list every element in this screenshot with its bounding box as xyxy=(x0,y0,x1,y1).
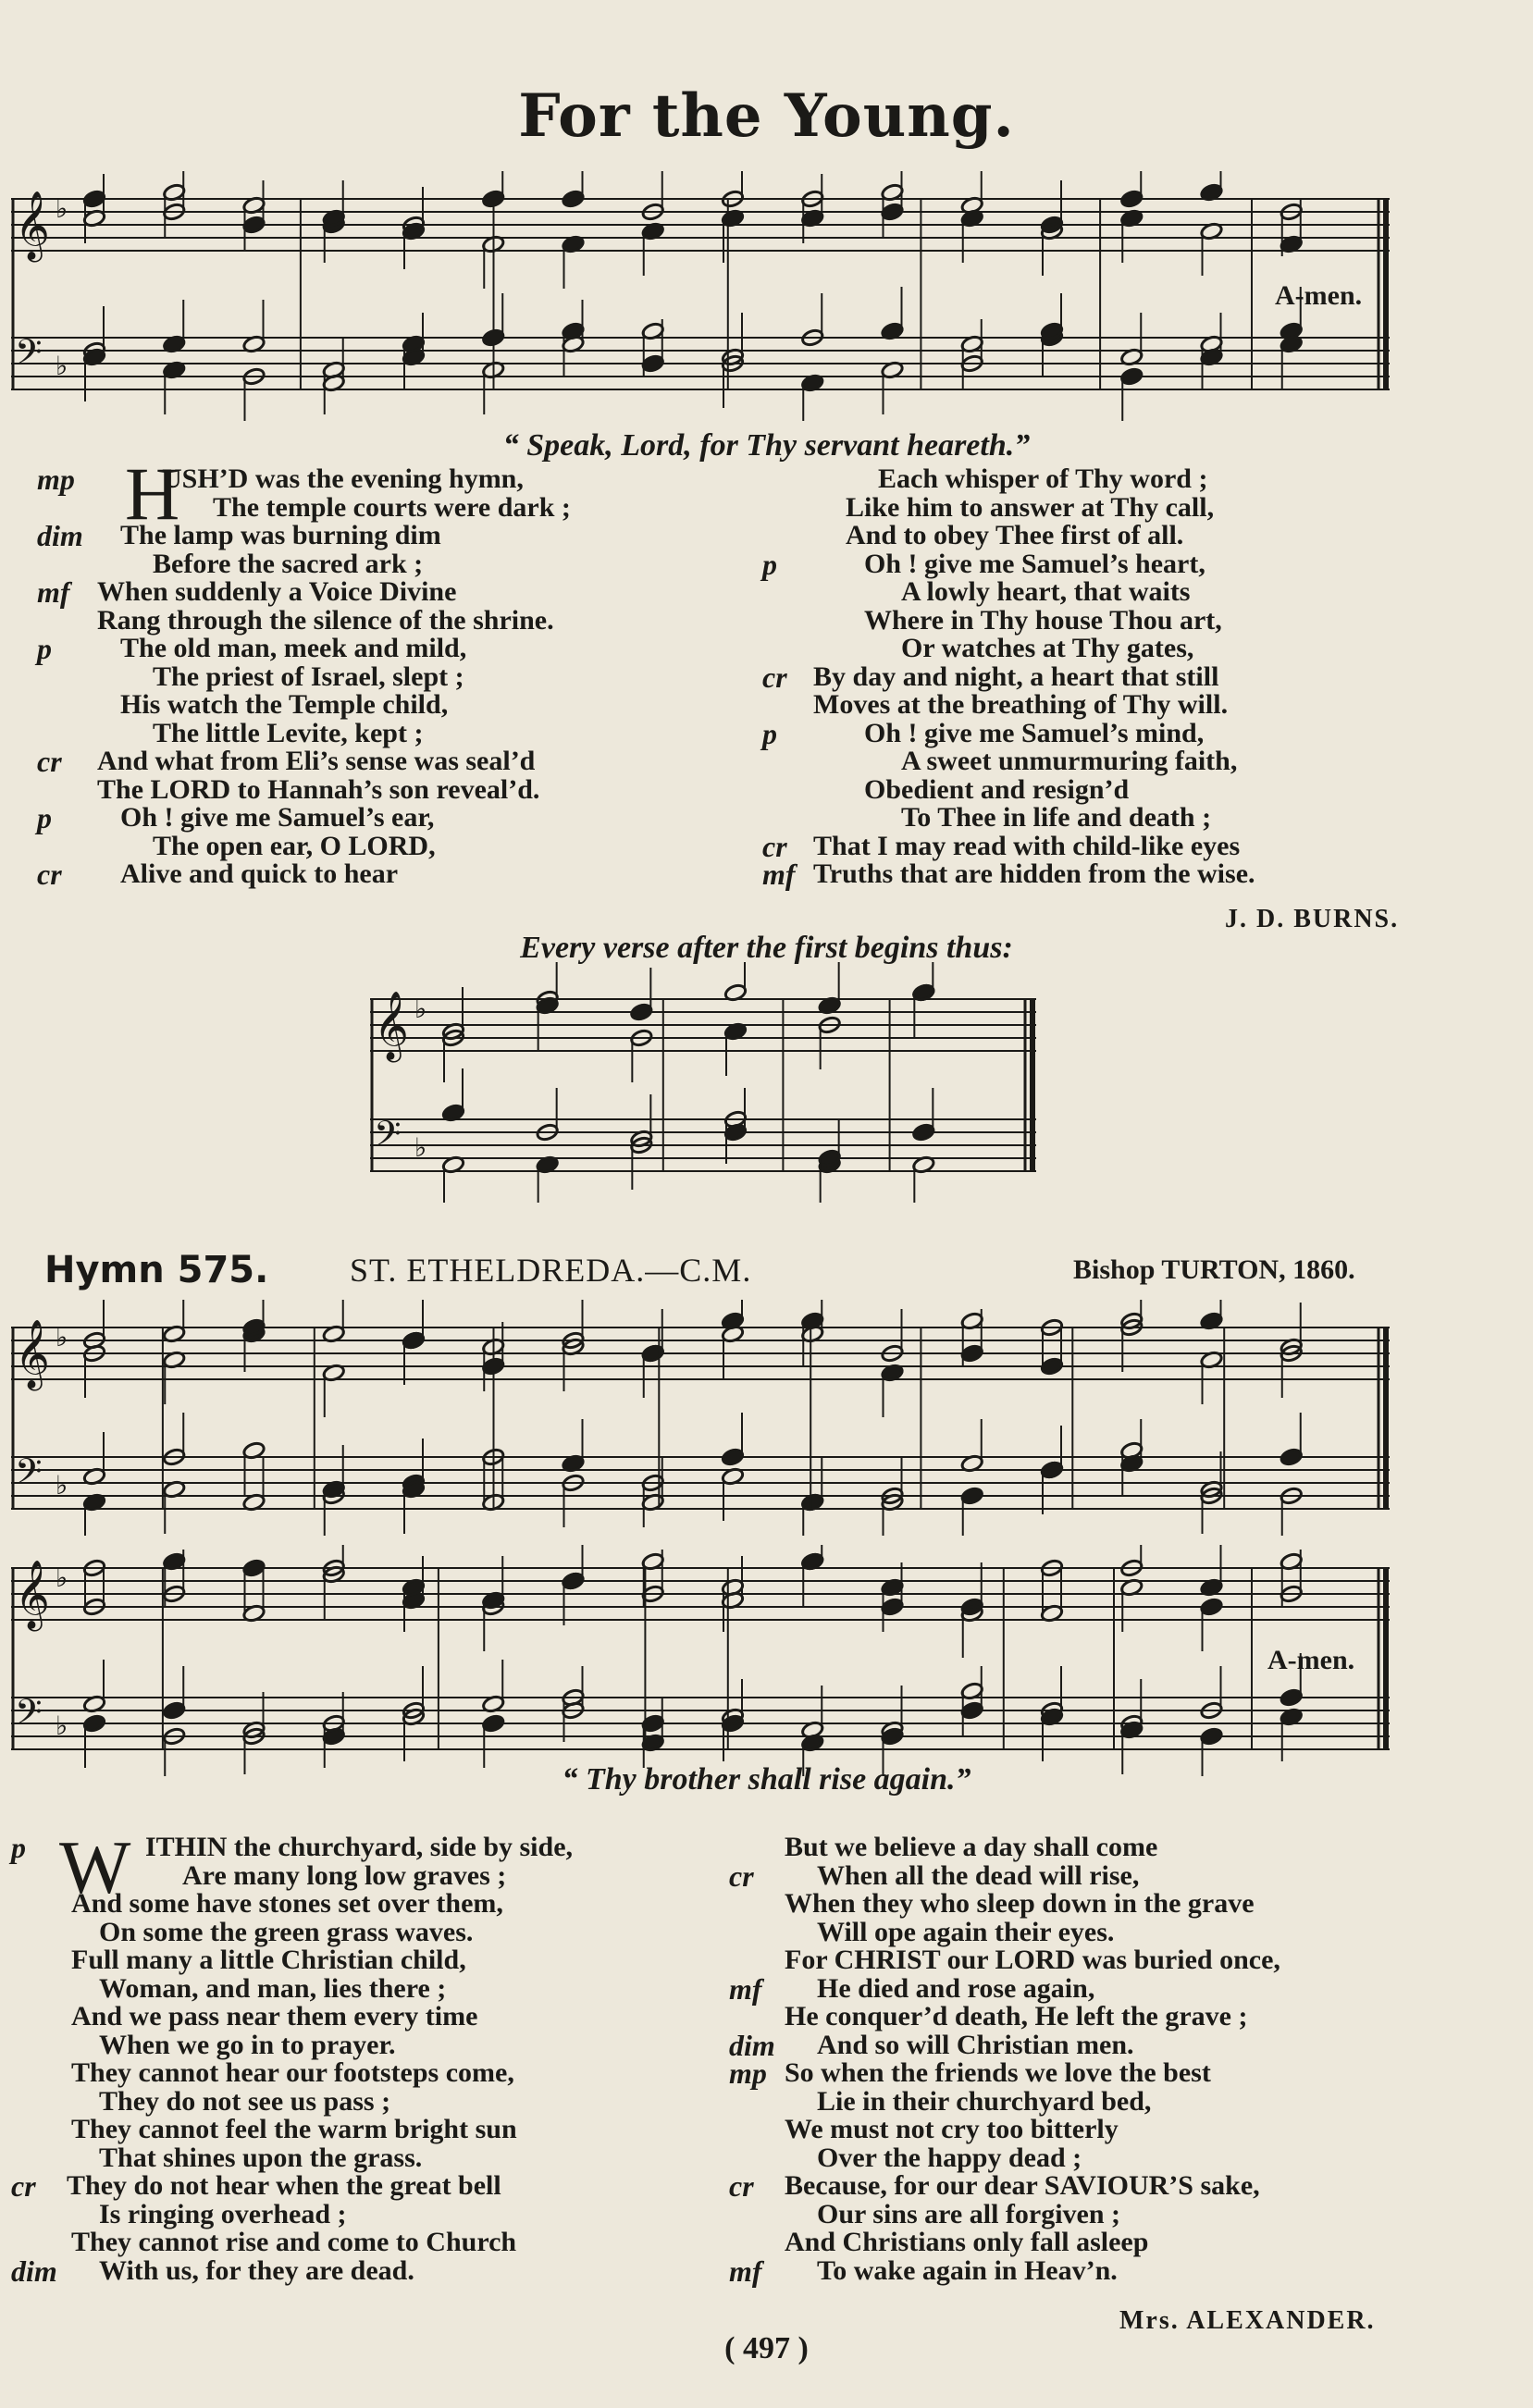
dynamic-marking: cr xyxy=(762,660,787,694)
verse-text: When they who sleep down in the grave xyxy=(785,1888,1255,1919)
verse-line xyxy=(37,632,759,665)
verse-text: They cannot hear our footsteps come, xyxy=(71,2057,514,2088)
verse-text: Truths that are hidden from the wise. xyxy=(813,858,1255,889)
dynamic-marking: mp xyxy=(37,463,75,496)
verse-text: The priest of Israel, slept ; xyxy=(153,661,464,692)
verse-text: We must not cry too bitterly xyxy=(785,2114,1119,2144)
dynamic-marking: dim xyxy=(11,2254,57,2288)
verse-line xyxy=(729,2169,1506,2203)
verse-text: Before the sacred ark ; xyxy=(153,548,424,579)
bass-clef-icon: 𝄢 xyxy=(15,1691,43,1741)
hymn-number: Hymn 575. xyxy=(44,1249,269,1291)
verse-line xyxy=(762,773,1502,805)
verse-line xyxy=(37,519,759,552)
verse-line xyxy=(729,1834,1506,1862)
verse-line xyxy=(37,604,759,636)
music-score-hymn-b-1 xyxy=(11,1300,1399,1536)
bass-clef-icon: 𝄢 xyxy=(15,331,43,381)
music-score-verse-start xyxy=(370,962,1045,1203)
verse-text: Oh ! give me Samuel’s heart, xyxy=(864,548,1205,579)
verse-line xyxy=(37,801,759,834)
hymn-a-text-left xyxy=(37,451,759,891)
verse-line xyxy=(762,522,1502,550)
hymn-b-text-left xyxy=(11,1825,751,2288)
verse-line xyxy=(762,660,1502,694)
amen-label-a: A-men. xyxy=(1275,280,1363,311)
verse-line xyxy=(729,2198,1506,2229)
amen-label-b: A-men. xyxy=(1267,1645,1355,1675)
verse-text: Are many long low graves ; xyxy=(182,1859,507,1891)
svg-text:♭: ♭ xyxy=(56,351,68,381)
verse-text: To Thee in life and death ; xyxy=(901,802,1212,833)
verse-text: The little Levite, kept ; xyxy=(153,717,424,748)
dynamic-marking: mf xyxy=(762,858,796,891)
dynamic-marking: mf xyxy=(37,575,70,609)
composer: Bishop TURTON, 1860. xyxy=(1073,1254,1355,1285)
verse-line xyxy=(762,860,1502,889)
hymn-a-text-right xyxy=(762,465,1502,889)
verse-text: When suddenly a Voice Divine xyxy=(97,576,457,607)
verse-text: Over the happy dead ; xyxy=(817,2142,1082,2173)
verse-text: Each whisper of Thy word ; xyxy=(878,463,1208,494)
treble-clef-icon: 𝄞 xyxy=(15,1320,50,1389)
treble-clef-icon: 𝄞 xyxy=(15,1561,50,1629)
dynamic-marking: cr xyxy=(729,2169,754,2203)
verse-text: ITHIN the churchyard, side by side, xyxy=(145,1832,574,1862)
verse-text: They cannot rise and come to Church xyxy=(71,2227,517,2257)
verse-text: The old man, meek and mild, xyxy=(120,633,467,663)
drop-cap-h: H xyxy=(125,451,180,536)
dynamic-marking: p xyxy=(11,1831,26,1864)
verse-text: That shines upon the grass. xyxy=(99,2142,423,2173)
verse-line xyxy=(37,663,759,692)
verse-line xyxy=(37,830,759,861)
tune-name: ST. ETHELDREDA.—C.M. xyxy=(350,1252,752,1289)
verse-text: They do not see us pass ; xyxy=(99,2085,391,2117)
verse-text: USH’D was the evening hymn, xyxy=(162,463,524,494)
verse-line xyxy=(11,2144,751,2173)
verse-text: Full many a little Christian child, xyxy=(71,1945,466,1975)
verse-text: When we go in to prayer. xyxy=(99,2029,396,2060)
verse-text: They cannot feel the warm bright sun xyxy=(71,2114,517,2144)
verse-line xyxy=(11,2254,751,2288)
verse-line xyxy=(762,491,1502,523)
drop-cap-w: W xyxy=(59,1825,131,1909)
verse-text: Obedient and resign’d xyxy=(864,773,1130,805)
verse-text: Because, for our dear SAVIOUR’S sake, xyxy=(785,2170,1260,2201)
dynamic-marking: p xyxy=(37,632,52,665)
verse-line xyxy=(729,2116,1506,2144)
verse-text: And some have stones set over them, xyxy=(71,1888,503,1919)
hymn-a-caption: “ Speak, Lord, for Thy servant heareth.” xyxy=(502,428,1031,463)
verse-text: But we believe a day shall come xyxy=(785,1832,1158,1862)
verse-text: By day and night, a heart that still xyxy=(813,661,1219,692)
verse-line xyxy=(11,2085,751,2117)
hymn-b-author: Mrs. ALEXANDER. xyxy=(1119,2306,1376,2335)
verse-line xyxy=(11,2169,751,2203)
verse-line xyxy=(37,747,759,776)
verse-line xyxy=(11,1831,751,1864)
verse-text: And what from Eli’s sense was seal’d xyxy=(97,746,536,776)
verse-line xyxy=(11,2031,751,2060)
verse-text: That I may read with child-like eyes xyxy=(813,830,1241,861)
dynamic-marking: p xyxy=(762,716,777,750)
verse-line xyxy=(11,2116,751,2144)
dynamic-marking: mp xyxy=(729,2056,767,2090)
dynamic-marking: p xyxy=(762,547,777,581)
dynamic-marking: cr xyxy=(37,858,62,891)
verse-line xyxy=(37,491,759,523)
svg-text:♭: ♭ xyxy=(414,1132,427,1163)
hymn-a-author: J. D. BURNS. xyxy=(1225,905,1400,933)
verse-line xyxy=(37,691,759,720)
verse-text: Rang through the silence of the shrine. xyxy=(97,604,554,636)
verse-line xyxy=(37,575,759,609)
dynamic-marking: cr xyxy=(762,829,787,863)
verse-line xyxy=(729,2028,1506,2062)
verse-line xyxy=(37,773,759,805)
verse-line xyxy=(762,635,1502,663)
verse-text: When all the dead will rise, xyxy=(817,1859,1140,1891)
treble-clef-icon: 𝄞 xyxy=(374,992,409,1060)
verse-line xyxy=(729,1890,1506,1919)
verse-line xyxy=(762,547,1502,581)
verse-line xyxy=(729,2003,1506,2031)
verse-line xyxy=(37,860,759,889)
page-number: ( 497 ) xyxy=(724,2331,809,2365)
verse-text: His watch the Temple child, xyxy=(120,689,449,720)
verse-text: The lamp was burning dim xyxy=(120,520,441,550)
verse-line xyxy=(11,2003,751,2031)
svg-text:♭: ♭ xyxy=(56,1470,68,1500)
dynamic-marking: dim xyxy=(729,2028,775,2062)
verse-text: Where in Thy house Thou art, xyxy=(864,604,1222,636)
verse-line xyxy=(37,550,759,579)
verse-line xyxy=(729,2085,1506,2117)
verse-line xyxy=(762,465,1502,494)
dynamic-marking: dim xyxy=(37,519,83,552)
verse-text: Oh ! give me Samuel’s ear, xyxy=(120,802,435,833)
verse-text: Lie in their churchyard bed, xyxy=(817,2085,1152,2117)
verse-text: So when the friends we love the best xyxy=(785,2057,1211,2088)
music-score-hymn-b-2 xyxy=(11,1545,1399,1776)
treble-clef-icon: 𝄞 xyxy=(15,191,50,260)
page-title: For the Young. xyxy=(518,81,1015,151)
verse-text: He conquer’d death, He left the grave ; xyxy=(785,2001,1248,2031)
verse-line xyxy=(762,578,1502,607)
verse-line xyxy=(11,2198,751,2229)
dynamic-marking: mf xyxy=(729,1971,762,2006)
verse-text: Like him to answer at Thy call, xyxy=(846,491,1215,523)
verse-line xyxy=(729,1916,1506,1947)
verse-line xyxy=(762,804,1502,833)
verse-text: And so will Christian men. xyxy=(817,2029,1134,2060)
verse-line xyxy=(11,2059,751,2088)
verse-line xyxy=(729,2254,1506,2288)
verse-line xyxy=(37,717,759,748)
verse-text: And Christians only fall asleep xyxy=(785,2227,1149,2257)
verse-text: A sweet unmurmuring faith, xyxy=(901,746,1238,776)
dynamic-marking: p xyxy=(37,801,52,834)
verse-text: Moves at the breathing of Thy will. xyxy=(813,689,1229,720)
dynamic-marking: cr xyxy=(729,1858,754,1893)
verse-text: Alive and quick to hear xyxy=(120,858,399,889)
dynamic-marking: mf xyxy=(729,2254,762,2288)
verse-line xyxy=(11,2229,751,2257)
verse-text: And we pass near them every time xyxy=(71,2001,478,2031)
svg-text:♭: ♭ xyxy=(56,1710,68,1741)
verse-line xyxy=(762,604,1502,636)
verse-line xyxy=(729,1858,1506,1893)
svg-text:♭: ♭ xyxy=(56,1562,68,1593)
verse-line xyxy=(729,2056,1506,2090)
bass-clef-icon: 𝄢 xyxy=(374,1113,402,1163)
dynamic-marking: cr xyxy=(11,2169,36,2203)
verse-text: They do not hear when the great bell xyxy=(67,2170,501,2201)
verse-line xyxy=(37,465,759,494)
verse-text: Oh ! give me Samuel’s mind, xyxy=(864,717,1205,748)
hymn-b-caption: “ Thy brother shall rise again.” xyxy=(562,1762,971,1797)
svg-text:♭: ♭ xyxy=(414,994,427,1024)
verse-line xyxy=(11,1972,751,2004)
verse-text: And to obey Thee first of all. xyxy=(846,520,1184,550)
verse-line xyxy=(729,1946,1506,1975)
verse-text: Or watches at Thy gates, xyxy=(901,633,1194,663)
verse-text: For CHRIST our LORD was buried once, xyxy=(785,1945,1280,1975)
verse-line xyxy=(11,1946,751,1975)
verse-text: To wake again in Heav’n. xyxy=(817,2254,1118,2286)
verse-text: The LORD to Hannah’s son reveal’d. xyxy=(97,773,540,805)
verse-line xyxy=(729,1971,1506,2006)
verse-text: Our sins are all forgiven ; xyxy=(817,2198,1121,2229)
verse-line xyxy=(11,1890,751,1919)
dynamic-marking: cr xyxy=(37,745,62,778)
verse-text: He died and rose again, xyxy=(817,1972,1095,2004)
music-score-hymn-a xyxy=(11,171,1399,421)
verse-text: Will ope again their eyes. xyxy=(817,1916,1115,1947)
verse-line xyxy=(762,716,1502,750)
bass-clef-icon: 𝄢 xyxy=(15,1451,43,1500)
verse-line xyxy=(762,691,1502,720)
verse-text: Is ringing overhead ; xyxy=(99,2198,347,2229)
verse-text: With us, for they are dead. xyxy=(99,2254,414,2286)
verse-line xyxy=(762,829,1502,863)
hymn-b-text-right xyxy=(729,1832,1506,2288)
verse-text: Woman, and man, lies there ; xyxy=(99,1972,447,2004)
verse-note: Every verse after the first begins thus: xyxy=(520,931,1013,965)
verse-text: The temple courts were dark ; xyxy=(213,491,571,523)
verse-line xyxy=(729,2144,1506,2173)
verse-text: On some the green grass waves. xyxy=(99,1916,474,1947)
verse-line xyxy=(11,1916,751,1947)
verse-line xyxy=(729,2229,1506,2257)
verse-text: The open ear, O LORD, xyxy=(153,830,436,861)
verse-line xyxy=(762,747,1502,776)
svg-text:♭: ♭ xyxy=(56,1322,68,1352)
svg-text:♭: ♭ xyxy=(56,193,68,224)
verse-line xyxy=(11,1859,751,1891)
verse-text: A lowly heart, that waits xyxy=(901,576,1191,607)
